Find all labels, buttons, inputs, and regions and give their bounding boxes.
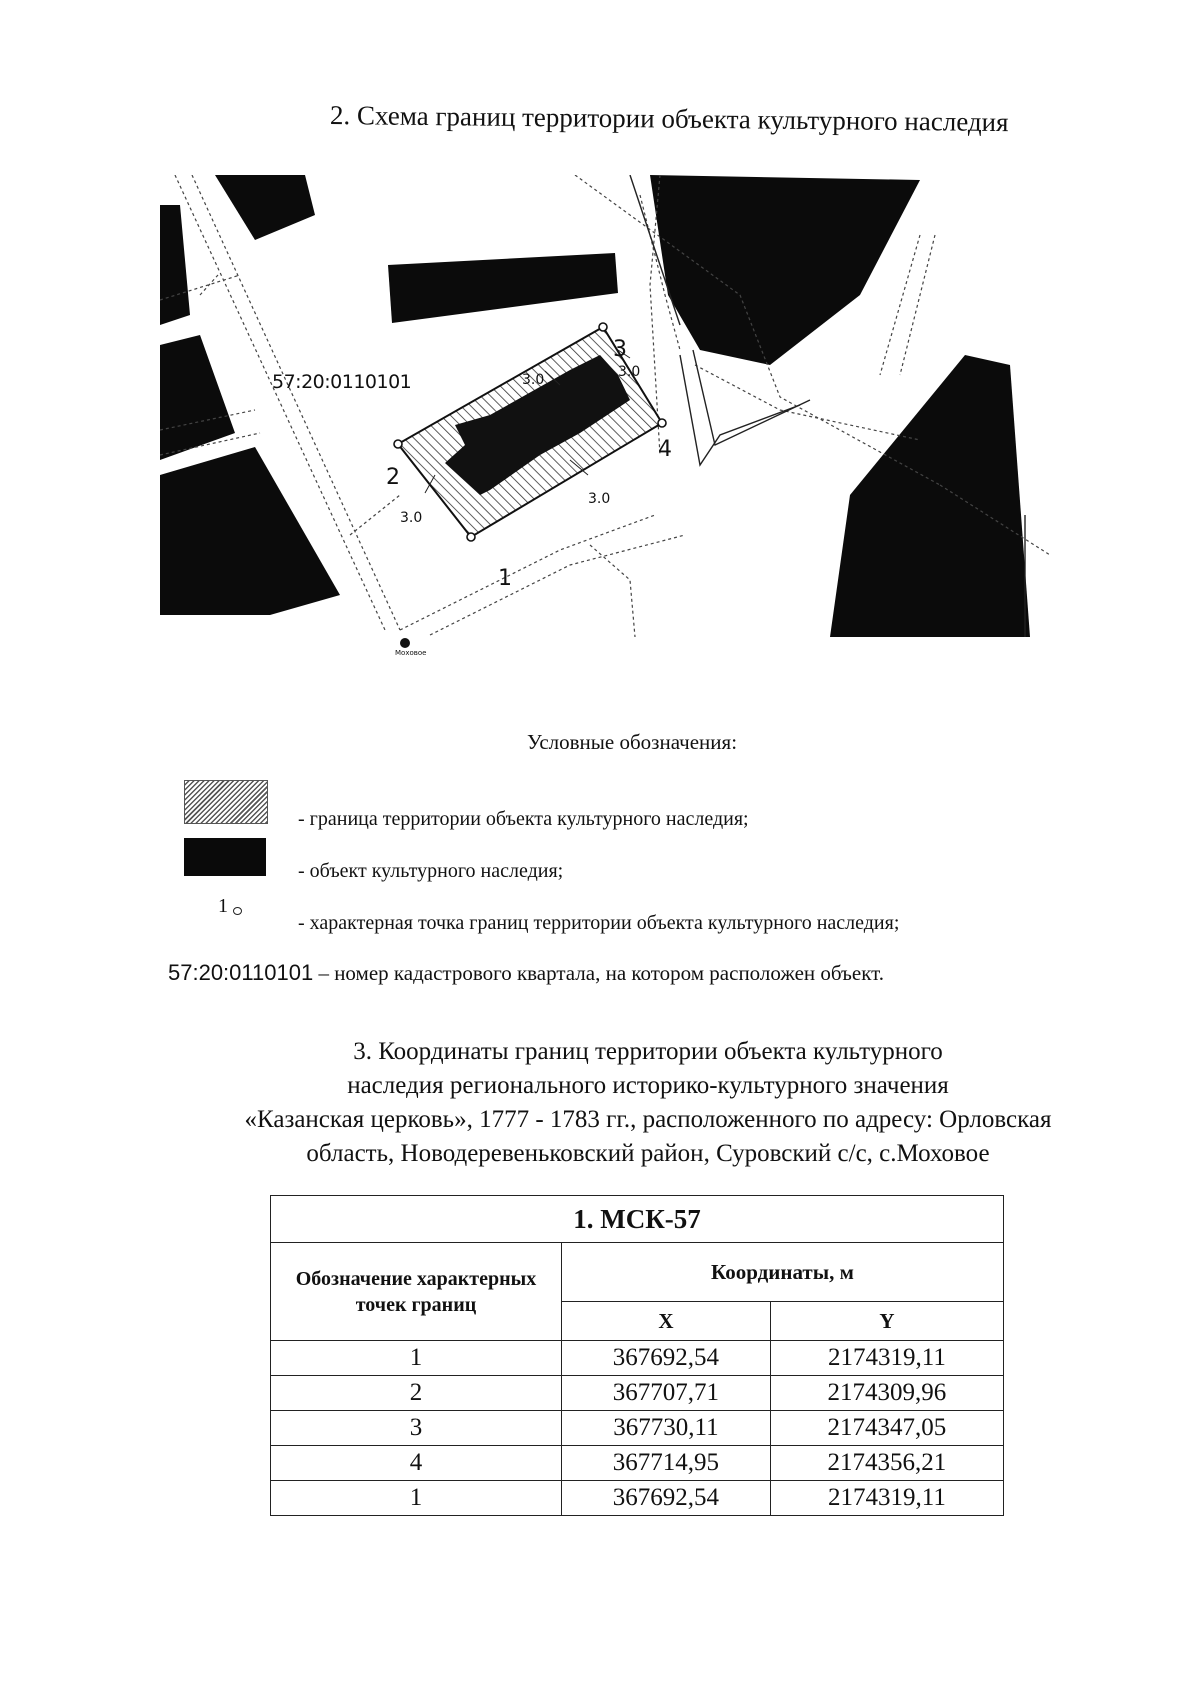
legend-item-boundary <box>184 780 1064 830</box>
distance-label: 3.0 <box>522 372 545 388</box>
cell-x: 367730,11 <box>562 1411 771 1446</box>
cell-point: 2 <box>271 1376 562 1411</box>
section-3-line: «Казанская церковь», 1777 - 1783 гг., расположенного по адресу: Орловская <box>244 1106 1052 1133</box>
legend-item-point <box>184 895 1064 935</box>
distance-label: 3.0 <box>588 491 611 507</box>
cadastral-block-label: 57:20:0110101 <box>272 371 412 393</box>
point-label-3: 3 <box>613 337 627 362</box>
building-top-left <box>215 175 315 240</box>
point-marker-number: 1 <box>218 895 228 917</box>
legend-item-text: - объект культурного наследия; <box>298 860 564 882</box>
section-3-line: 3. Координаты границ территории объекта культурного <box>353 1038 943 1065</box>
cell-x: 367692,54 <box>562 1341 771 1376</box>
building-left-upper <box>160 205 190 325</box>
legend-item-text: - характерная точка границ территории объекта культурного наследия; <box>298 912 900 934</box>
black-swatch-icon <box>184 838 266 876</box>
boundary-scheme-map <box>160 175 1110 695</box>
table-title: 1. МСК-57 <box>271 1196 1004 1243</box>
table-row <box>271 1376 1004 1411</box>
cell-y: 2174356,21 <box>770 1446 1003 1481</box>
cell-y: 2174309,96 <box>770 1376 1003 1411</box>
cell-x: 367692,54 <box>562 1481 771 1516</box>
table-row <box>271 1481 1004 1516</box>
cell-x: 367707,71 <box>562 1376 771 1411</box>
point-label-2: 2 <box>386 465 400 490</box>
table-row <box>271 1341 1004 1376</box>
section-3-line: наследия регионального историко-культурного значения <box>347 1072 949 1099</box>
column-header-coordinates: Координаты, м <box>562 1243 1004 1302</box>
legend-item-text: - граница территории объекта культурного наследия; <box>298 808 749 830</box>
circle-icon <box>233 907 242 915</box>
building-top-right <box>650 175 920 365</box>
cell-point: 4 <box>271 1446 562 1481</box>
hatch-swatch-icon <box>184 780 268 824</box>
cell-x: 367714,95 <box>562 1446 771 1481</box>
point-label-1: 1 <box>498 566 512 591</box>
building-left-lower <box>160 335 235 460</box>
section-3-heading <box>168 1035 1128 1171</box>
table-row <box>271 1411 1004 1446</box>
map-drawing <box>160 175 1110 695</box>
cell-point: 1 <box>271 1481 562 1516</box>
building-left-bottom <box>160 447 340 615</box>
distance-label: 3.0 <box>618 364 641 380</box>
page-title: 2. Схема границ территории объекта культурного наследия <box>329 100 1009 138</box>
point-marker-icon <box>218 895 242 918</box>
section-3-line: область, Новодеревеньковский район, Суровский с/с, с.Моховое <box>306 1140 990 1167</box>
legend-title: Условные обозначения: <box>527 730 738 754</box>
cadastral-number: 57:20:0110101 <box>168 960 314 985</box>
table-row <box>271 1446 1004 1481</box>
cadastral-note-text: – номер кадастрового квартала, на котором расположен объект. <box>313 961 885 985</box>
cell-y: 2174347,05 <box>770 1411 1003 1446</box>
legend-item-object <box>184 838 1064 882</box>
building-right <box>830 355 1030 637</box>
building-center-top <box>388 253 618 323</box>
cadastral-note <box>168 960 884 986</box>
coordinates-table <box>270 1195 1004 1516</box>
column-header-y: Y <box>770 1302 1003 1341</box>
distance-label: 3.0 <box>400 510 423 526</box>
point-label-4: 4 <box>658 437 672 462</box>
column-header-x: X <box>562 1302 771 1341</box>
column-header-point: Обозначение характерных точек границ <box>271 1243 562 1341</box>
cell-point: 1 <box>271 1341 562 1376</box>
cell-y: 2174319,11 <box>770 1481 1003 1516</box>
village-label: Моховое <box>395 649 427 657</box>
cell-y: 2174319,11 <box>770 1341 1003 1376</box>
cell-point: 3 <box>271 1411 562 1446</box>
